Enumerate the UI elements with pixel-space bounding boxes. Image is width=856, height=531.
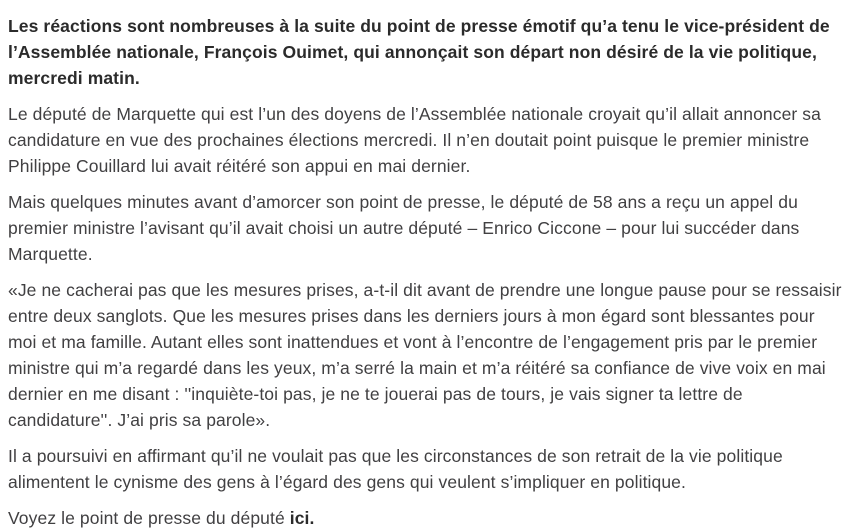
paragraph-1: Le député de Marquette qui est l’un des doyens de l’Assemblée nationale croyait qu’il allait annoncer sa candidature en vue des prochaines élections mercredi. Il n’en doutait point puisque le premier ministre Philippe Couillard lui avait réitéré son appui en mai dernier.	[8, 104, 821, 176]
closing-text: Voyez le point de presse du député	[8, 508, 290, 528]
paragraph-2: Mais quelques minutes avant d’amorcer son point de presse, le député de 58 ans a reçu un appel du premier ministre l’avisant qu’il avait choisi un autre député – Enrico Ciccone – pour lui succéder dans Marquette.	[8, 192, 800, 264]
lead-paragraph: Les réactions sont nombreuses à la suite du point de presse émotif qu’a tenu le vice-président de l’Assemblée nationale, François Ouimet, qui annonçait son départ non désiré de la vie politique, mercredi matin.	[8, 16, 830, 88]
paragraph-3-quote: «Je ne cacherai pas que les mesures prises, a-t-il dit avant de prendre une longue pause pour se ressaisir entre deux sanglots. Que les mesures prises dans les derniers jours à mon égard sont blessantes pour moi et ma famille. Autant elles sont inattendues et vont à l’encontre de l’engagement pris par le premier ministre qui m’a regardé dans les yeux, m’a serré la main et m’a réitéré sa confiance de vive voix en mai dernier en me disant : ''inquiète-toi pas, je ne te jouerai pas de tours, je vais signer ta lettre de candidature''. J’ai pris sa parole».	[8, 280, 842, 430]
closing-paragraph	[8, 505, 846, 531]
news-article	[8, 13, 846, 531]
paragraph-4: Il a poursuivi en affirmant qu’il ne voulait pas que les circonstances de son retrait de la vie politique alimentent le cynisme des gens à l’égard des gens qui veulent s’impliquer en politique.	[8, 446, 783, 492]
ici-link[interactable]: ici.	[289, 508, 315, 528]
